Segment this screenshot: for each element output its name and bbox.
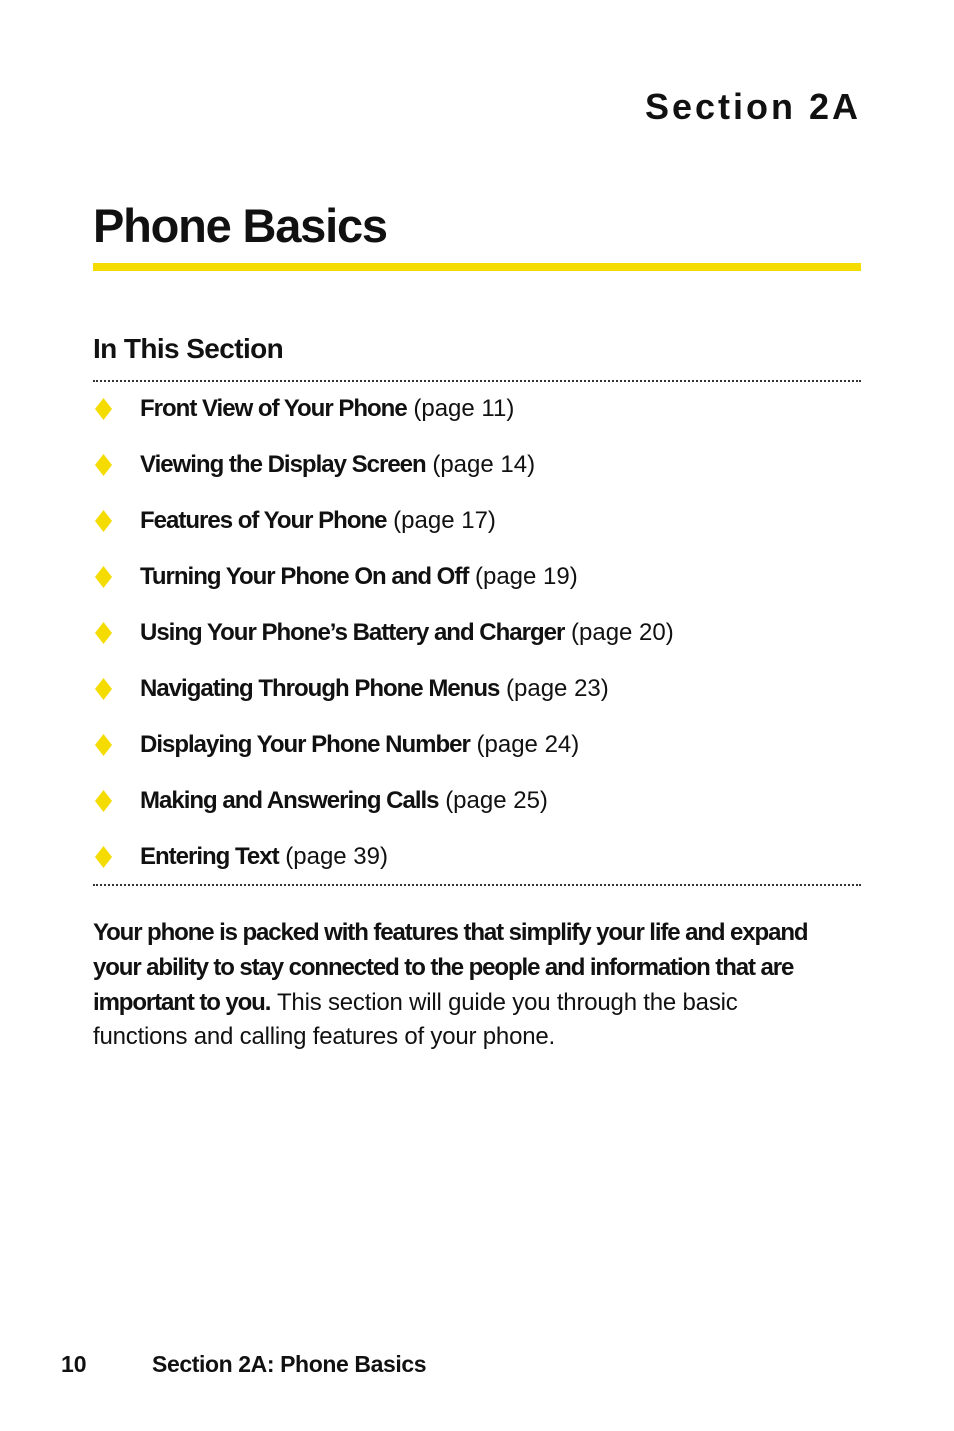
- list-item-page: (page 17): [393, 507, 496, 534]
- intro-body-text: This section will guide you through the basic functions and calling features of your phone.: [93, 988, 738, 1051]
- list-item[interactable]: [93, 549, 861, 605]
- list-item-title: Displaying Your Phone Number: [140, 731, 470, 758]
- list-item-page: (page 11): [413, 395, 515, 422]
- diamond-bullet-icon: [95, 734, 112, 756]
- diamond-bullet-icon: [95, 790, 112, 812]
- list-item-page: (page 24): [476, 731, 580, 758]
- list-item[interactable]: [93, 605, 861, 661]
- dotted-divider-bottom: [93, 884, 861, 886]
- list-item-title: Viewing the Display Screen: [140, 451, 426, 478]
- section-label: Section 2A: [644, 86, 861, 127]
- list-item-title: Navigating Through Phone Menus: [140, 675, 500, 702]
- intro-paragraph: [93, 916, 813, 1055]
- list-item-title: Front View of Your Phone: [140, 395, 407, 422]
- list-item[interactable]: [93, 437, 861, 493]
- section-contents-list: [93, 381, 861, 885]
- list-item[interactable]: [93, 829, 861, 885]
- diamond-bullet-icon: [95, 678, 112, 700]
- list-item-page: (page 20): [571, 619, 674, 646]
- list-item[interactable]: [93, 661, 861, 717]
- diamond-bullet-icon: [95, 846, 112, 868]
- list-item-title: Using Your Phone’s Battery and Charger: [140, 619, 565, 646]
- diamond-bullet-icon: [95, 454, 112, 476]
- list-item[interactable]: [93, 493, 861, 549]
- list-item[interactable]: [93, 381, 861, 437]
- intro-bold-text: Your phone is packed with features that simplify your life and expand your ability to stay connected to the people and information that are important to you.: [93, 919, 808, 1016]
- list-item-page: (page 39): [285, 843, 388, 870]
- list-item-title: Features of Your Phone: [140, 507, 387, 534]
- list-item[interactable]: [93, 717, 861, 773]
- diamond-bullet-icon: [95, 510, 112, 532]
- list-item-page: (page 19): [474, 563, 578, 590]
- diamond-bullet-icon: [95, 398, 112, 420]
- page-title: Phone Basics: [93, 199, 387, 252]
- list-item-title: Making and Answering Calls: [140, 787, 439, 814]
- list-item-page: (page 14): [432, 451, 536, 478]
- diamond-bullet-icon: [95, 566, 112, 588]
- list-item-title: Turning Your Phone On and Off: [140, 563, 469, 590]
- list-item-page: (page 23): [506, 675, 609, 702]
- footer-running-title: Section 2A: Phone Basics: [152, 1351, 427, 1377]
- list-item-title: Entering Text: [140, 843, 279, 870]
- list-item-page: (page 25): [445, 787, 548, 814]
- in-this-section-heading: In This Section: [93, 333, 284, 364]
- list-item[interactable]: [93, 773, 861, 829]
- diamond-bullet-icon: [95, 622, 112, 644]
- footer-page-number: 10: [61, 1351, 87, 1377]
- title-underline-rule: [93, 263, 861, 271]
